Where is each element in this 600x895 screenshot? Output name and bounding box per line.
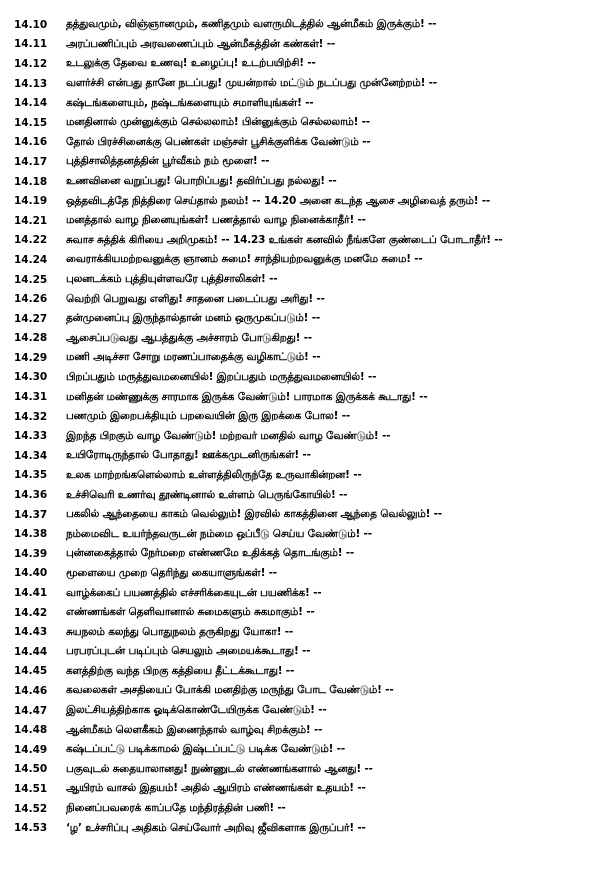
toc-entry [0, 505, 600, 525]
entry-number: 14.21 [14, 214, 48, 227]
entry-title: மனிதன் மண்ணுக்கு சாரமாக இருக்க வேண்டும்! பாரமாக இருக்கக் கூடாது! -- [66, 390, 428, 403]
entry-title: இறந்த பிறகும் வாழ வேண்டும்! மற்றவர் மனதில் வாழ வேண்டும்! -- [66, 429, 391, 442]
entry-number: 14.38 [14, 528, 48, 541]
toc-entry [0, 191, 600, 211]
entry-title: கஷ்டப்பட்டு படிக்காமல் இஷ்டப்பட்டு படிக்க வேண்டும்! -- [66, 743, 345, 756]
entry-title: மணி அடிச்சா சோறு மரணப்பாதைக்கு வழிகாட்டும்! -- [66, 351, 321, 364]
toc-entry [0, 348, 600, 368]
entry-title: பணமும் இறைபக்தியும் பறவையின் இரு இறக்கை போல! -- [66, 410, 351, 423]
entry-title: சுவாச சுத்திக் கிரியை அறிமுகம்! -- 14.23 உங்கள் கனவில் நீங்களே குண்டைப் போடாதீர்! -- [66, 233, 503, 246]
toc-entry [0, 270, 600, 290]
entry-number: 14.42 [14, 606, 48, 619]
toc-entry [0, 172, 600, 192]
entry-number: 14.48 [14, 724, 48, 737]
entry-title: உயிரோடிருந்தால் போதாது! ஊக்கமுடனிருங்கள்! -- [66, 449, 311, 462]
toc-entry [0, 720, 600, 740]
entry-number: 14.39 [14, 547, 48, 560]
entry-title: நம்மைவிட உயர்ந்தவருடன் நம்மை ஒப்பீடு செய்ய வேண்டும்! -- [66, 527, 372, 540]
entry-number: 14.10 [14, 18, 48, 31]
entry-title: பகலில் ஆந்தையை காகம் வெல்லும்! இரவில் காகத்தினை ஆந்தை வெல்லும்! -- [66, 508, 442, 521]
entry-number: 14.35 [14, 469, 48, 482]
entry-number: 14.43 [14, 626, 48, 639]
entry-number: 14.40 [14, 567, 48, 580]
toc-entry [0, 466, 600, 486]
entry-title: உணவினை வறுப்பது! பொறிப்பது! தவிர்ப்பது நல்லது! -- [66, 175, 337, 188]
toc-entry [0, 544, 600, 564]
entry-title: புலனடக்கம் புத்தியுள்ளவரே புத்திசாலிகள்! -- [66, 273, 278, 286]
entry-number: 14.46 [14, 684, 48, 697]
entry-number: 14.24 [14, 253, 48, 266]
entry-number: 14.32 [14, 410, 48, 423]
entry-title: பிறப்பதும் மருத்துவமனையில்! இறப்பதும் மருத்துவமனையில்! -- [66, 370, 377, 383]
entry-number: 14.53 [14, 822, 48, 835]
toc-entry [0, 407, 600, 427]
toc-entry [0, 583, 600, 603]
toc-entry [0, 93, 600, 113]
toc-entry [0, 740, 600, 760]
entry-title: வாழ்க்கைப் பயணத்தில் எச்சரிக்கையுடன் பயணிக்க! -- [66, 586, 322, 599]
table-of-contents [0, 15, 600, 838]
entry-number: 14.31 [14, 391, 48, 404]
entry-title: கவலைகள் அசதியைப் போக்கி மனதிற்கு மருந்து போட வேண்டும்! -- [66, 684, 394, 697]
entry-title: இலட்சியத்திற்காக ஓடிக்கொண்டேயிருக்க வேண்டும்! -- [66, 704, 327, 717]
entry-title: ஆசைப்படுவது ஆபத்துக்கு அச்சாரம் போடுகிறது! -- [66, 331, 312, 344]
entry-title: எண்ணங்கள் தெளிவானால் சுமைகளும் சுகமாகும்! -- [66, 606, 315, 619]
entry-title: கஷ்டங்களையும், நஷ்டங்களையும் சமாளியுங்கள்! -- [66, 96, 314, 109]
entry-number: 14.18 [14, 175, 48, 188]
entry-number: 14.41 [14, 587, 48, 600]
entry-number: 14.22 [14, 234, 48, 247]
toc-entry [0, 211, 600, 231]
entry-title: மூளையை முறை தெரிந்து கையாளுங்கள்! -- [66, 566, 277, 579]
entry-number: 14.29 [14, 351, 48, 364]
entry-number: 14.12 [14, 57, 48, 70]
toc-entry [0, 368, 600, 388]
entry-number: 14.50 [14, 763, 48, 776]
entry-title: தன்முனைப்பு இருந்தால்தான் மனம் ஒருமுகப்படும்! -- [66, 312, 321, 325]
entry-title: களத்திற்கு வந்த பிறகு கத்தியை தீட்டக்கூடாது! -- [66, 664, 295, 677]
entry-number: 14.51 [14, 782, 48, 795]
toc-entry [0, 54, 600, 74]
entry-title: நினைப்பவரைக் காப்பதே மந்திரத்தின் பணி! -- [66, 802, 286, 815]
entry-number: 14.44 [14, 645, 48, 658]
entry-title: தத்துவமும், விஞ்ஞானமும், கணிதமும் வளருமிடத்தில் ஆன்மீகம் இருக்கும்! -- [66, 18, 437, 31]
entry-title: புன்னகைத்தால் நேர்மறை எண்ணமே உதிக்கத் தொடங்கும்! -- [66, 547, 355, 560]
entry-number: 14.25 [14, 273, 48, 286]
toc-entry [0, 662, 600, 682]
entry-title: பகுவுடல் சுதையாலானது! நுண்ணுடல் எண்ணங்களால் ஆனது! -- [66, 762, 373, 775]
toc-entry [0, 603, 600, 623]
toc-entry [0, 329, 600, 349]
toc-entry [0, 74, 600, 94]
entry-title: வளர்ச்சி என்பது தானே நடப்பது! முயன்றால் மட்டும் நடப்பது முன்னேற்றம்! -- [66, 77, 437, 90]
toc-entry [0, 681, 600, 701]
entry-title: மனதினால் முன்னுக்கும் செல்லலாம்! பின்னுக்கும் செல்லலாம்! -- [66, 116, 370, 129]
toc-entry [0, 779, 600, 799]
toc-entry [0, 642, 600, 662]
toc-entry [0, 35, 600, 55]
entry-number: 14.45 [14, 665, 48, 678]
entry-title: உலக மாற்றங்களெல்லாம் உள்ளத்திலிருந்தே உருவாகின்றன! -- [66, 468, 362, 481]
entry-title: தோல் பிரச்சினைக்கு பெண்கள் மஞ்சள் பூசிக்குளிக்க வேண்டும் -- [66, 135, 371, 148]
entry-number: 14.13 [14, 77, 48, 90]
toc-entry [0, 524, 600, 544]
entry-title: சுயநலம் கலந்து பொதுநலம் தருகிறது யோகா! -- [66, 625, 294, 638]
entry-title: பரபரப்புடன் படிப்பும் செயலும் அமையக்கூடாது! -- [66, 645, 311, 658]
entry-title: உடலுக்கு தேவை உணவு! உழைப்பு! உடற்பயிற்சி! -- [66, 57, 316, 70]
entry-number: 14.19 [14, 195, 48, 208]
entry-number: 14.37 [14, 508, 48, 521]
entry-number: 14.11 [14, 38, 48, 51]
entry-number: 14.14 [14, 97, 48, 110]
toc-entry [0, 701, 600, 721]
toc-entry [0, 485, 600, 505]
toc-entry [0, 446, 600, 466]
entry-number: 14.28 [14, 332, 48, 345]
entry-title: வெற்றி பெறுவது எளிது! சாதனை படைப்பது அரிது! -- [66, 292, 325, 305]
entry-number: 14.33 [14, 430, 48, 443]
toc-entry [0, 564, 600, 584]
toc-entry [0, 289, 600, 309]
toc-entry [0, 113, 600, 133]
entry-title: ஆயிரம் வாசல் இதயம்! அதில் ஆயிரம் எண்ணங்கள் உதயம்! -- [66, 782, 366, 795]
entry-title: மனத்தால் வாழ நினையுங்கள்! பணத்தால் வாழ நினைக்காதீர்! -- [66, 214, 366, 227]
entry-title: ஒத்தவிடத்தே நித்திரை செய்தால் நலம்! -- 14.20 அனை கடந்த ஆசை அழிவைத் தரும்! -- [66, 194, 491, 207]
toc-entry [0, 387, 600, 407]
entry-title: அரப்பணிப்பும் அரவணைப்பும் ஆன்மீகத்தின் கண்கள்! -- [66, 37, 336, 50]
toc-entry [0, 426, 600, 446]
entry-title: ‘ழ’ உச்சரிப்பு அதிகம் செய்வோர் அறிவு ஜீவிகளாக இருப்பர்! -- [66, 821, 366, 834]
toc-entry [0, 818, 600, 838]
entry-title: புத்திசாலித்தனத்தின் பூர்வீகம் நம் மூளை! -- [66, 155, 270, 168]
entry-number: 14.26 [14, 293, 48, 306]
toc-entry [0, 760, 600, 780]
entry-number: 14.36 [14, 489, 48, 502]
toc-entry [0, 152, 600, 172]
entry-number: 14.34 [14, 449, 48, 462]
toc-entry [0, 15, 600, 35]
entry-title: ஆன்மீகம் லௌகீகம் இணைந்தால் வாழ்வு சிறக்கும்! -- [66, 723, 323, 736]
entry-number: 14.49 [14, 743, 48, 756]
toc-entry [0, 622, 600, 642]
entry-number: 14.47 [14, 704, 48, 717]
toc-entry [0, 799, 600, 819]
entry-number: 14.27 [14, 312, 48, 325]
toc-entry [0, 133, 600, 153]
entry-number: 14.30 [14, 371, 48, 384]
entry-number: 14.52 [14, 802, 48, 815]
entry-number: 14.17 [14, 155, 48, 168]
toc-entry [0, 309, 600, 329]
toc-entry [0, 231, 600, 251]
toc-entry [0, 250, 600, 270]
entry-title: வைராக்கியமற்றவனுக்கு ஞானம் சுமை! சாந்தியற்றவனுக்கு மனமே சுமை! -- [66, 253, 423, 266]
entry-title: உச்சிவெரி உணர்வு தூண்டினால் உள்ளம் பெருங்கோயில்! -- [66, 488, 348, 501]
entry-number: 14.15 [14, 116, 48, 129]
entry-number: 14.16 [14, 136, 48, 149]
